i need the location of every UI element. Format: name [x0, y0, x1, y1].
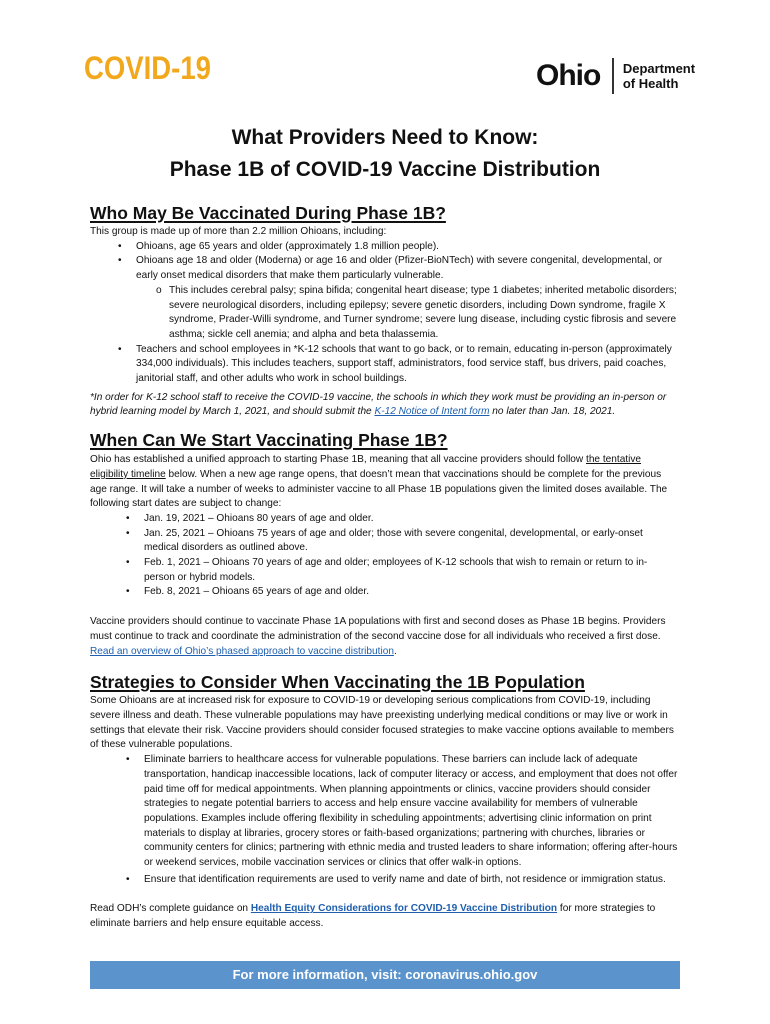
phase1a-text-end: . — [393, 645, 397, 657]
ohio-wordmark: Ohio — [536, 59, 601, 92]
section3-intro: Some Ohioans are at increased risk for exposure to COVID-19 or developing serious complications from COVID-19, including severe illness and death. These vulnerable populations may have preexisting underlying medical conditions or may live or work in settings that elevate their risk. Vaccine providers should consider focused strategies to make vaccine options available to members of these vulnerable populations. — [90, 695, 674, 751]
phased-approach-link[interactable]: Read an overview of Ohio’s phased approach to vaccine distribution — [90, 645, 394, 657]
closing-text: Read ODH’s complete guidance on — [90, 903, 251, 915]
list-item-text: Ohioans age 18 and older (Moderna) or age 16 and older (Pfizer-BioNTech) with severe congenital, developmental, or early onset medical disorders that make them particularly vulnerable. — [136, 255, 663, 282]
k12-note — [90, 391, 678, 420]
start-dates-list — [98, 512, 678, 600]
date-item: • Feb. 8, 2021 – Ohioans 65 years of age and older. — [98, 585, 678, 600]
covid-brand-title: COVID-19 — [84, 50, 211, 86]
dept-line-1: Department — [622, 61, 696, 76]
intro-text: Ohio has established a unified approach to starting Phase 1B, meaning that all vaccine providers should follow — [90, 454, 587, 466]
title-line-2: Phase 1B of COVID-19 Vaccine Distribution — [169, 158, 601, 181]
section2-intro — [90, 453, 678, 512]
eligible-groups-list — [90, 240, 678, 387]
sub-list-item: o This includes cerebral palsy; spina bifida; congenital heart disease; type 1 diabetes; inherited metabolic disorders; severe neurological disorders, including epilepsy; severe genetic disorders, including Down syndrome, fragile X syndrome, Prader-Willi syndrome, and Turner syndrome; severe lung disease, including cystic fibrosis and severe asthma; sickle cell anemia; and alpha and beta thalassemia. — [136, 284, 678, 343]
phase1a-text: Vaccine providers should continue to vaccinate Phase 1A populations with first and second doses as Phase 1B begins. Providers must continue to track and coordinate the administration of the second vaccine dose for all individuals who received a first dose. — [90, 616, 666, 642]
k12-notice-of-intent-link[interactable]: K-12 Notice of Intent form — [374, 406, 490, 418]
strategy-item: • Eliminate barriers to healthcare access for vulnerable populations. These barriers can include lack of adequate transportation, handicap inaccessible locations, lack of computer literacy or access, and employment that does not offer paid time off for medical appointments. When planning appointments or clinics, vaccine providers should consider strategies to negate potential barriers to access and help ensure vaccine availability for members of vulnerable populations. Examples include offering flexibility in scheduling appointments; advertising clinic information on print materials to display at libraries, grocery stores or faith-based organizations; partnering with churches, libraries or community centers for clinics; partnering with ethnic media and trusted leaders to share information; offering after-hours or weekend services, mobile vaccination services or clinics that offer walk-in options. — [98, 753, 678, 871]
odh-logo — [536, 56, 695, 96]
health-equity-guidance-link[interactable]: Health Equity Considerations for COVID-19 Vaccine Distribution — [250, 903, 558, 915]
list-item: • Teachers and school employees in *K-12 schools that want to go back, or to remain, educating in-person (approximately 334,000 individuals). This includes teachers, support staff, administrators, food service staff, bus drivers, paid coaches, janitorial staff, and other adults who work in school buildings. — [90, 343, 678, 387]
section-heading-who: Who May Be Vaccinated During Phase 1B? — [90, 203, 446, 223]
note-text-end: no later than Jan. 18, 2021. — [489, 406, 616, 418]
date-item: • Jan. 19, 2021 – Ohioans 80 years of age and older. — [98, 512, 678, 527]
eligibility-timeline-text: the tentative eligibility timeline — [90, 454, 642, 480]
section-heading-when: When Can We Start Vaccinating Phase 1B? — [90, 430, 448, 451]
section3-closing — [90, 902, 678, 931]
main-content — [90, 202, 678, 932]
logo-divider — [612, 58, 614, 94]
list-item — [90, 254, 678, 342]
sub-list — [136, 284, 678, 343]
department-label — [623, 61, 695, 91]
footer-banner: For more information, visit: coronavirus.ohio.gov — [90, 961, 680, 989]
section1-intro: This group is made up of more than 2.2 million Ohioans, including: — [90, 226, 387, 237]
list-item: • Ohioans, age 65 years and older (approximately 1.8 million people). — [90, 240, 678, 255]
title-line-1: What Providers Need to Know: — [231, 126, 539, 149]
intro-text-end: below. When a new age range opens, that doesn’t mean that vaccinations should be complete for the previous age range. It will take a number of weeks to administer vaccine to all Phase 1B populations given the limited doses available. The following start dates are subject to change: — [90, 468, 668, 510]
note-text: *In order for K-12 school staff to receive the COVID-19 vaccine, the schools in which they work must be providing an in-person or hybrid learning model by March 1, 2021, and should submit the — [90, 391, 667, 418]
closing-text-end: for more strategies to eliminate barriers and help ensure equitable access. — [90, 903, 656, 930]
strategies-list — [98, 753, 678, 887]
section2-phase1a-text — [90, 615, 678, 659]
date-item: • Feb. 1, 2021 – Ohioans 70 years of age and older; employees of K-12 schools that wish to remain or return to in-person or hybrid models. — [98, 556, 678, 585]
page-title — [0, 122, 770, 186]
section-heading-strategies: Strategies to Consider When Vaccinating the 1B Population — [90, 672, 585, 693]
date-item: • Jan. 25, 2021 – Ohioans 75 years of age and older; those with severe congenital, developmental, or early-onset medical disorders as outlined above. — [98, 527, 678, 556]
strategy-item: • Ensure that identification requirements are used to verify name and date of birth, not residence or immigration status. — [98, 873, 678, 888]
dept-line-2: of Health — [622, 76, 679, 91]
